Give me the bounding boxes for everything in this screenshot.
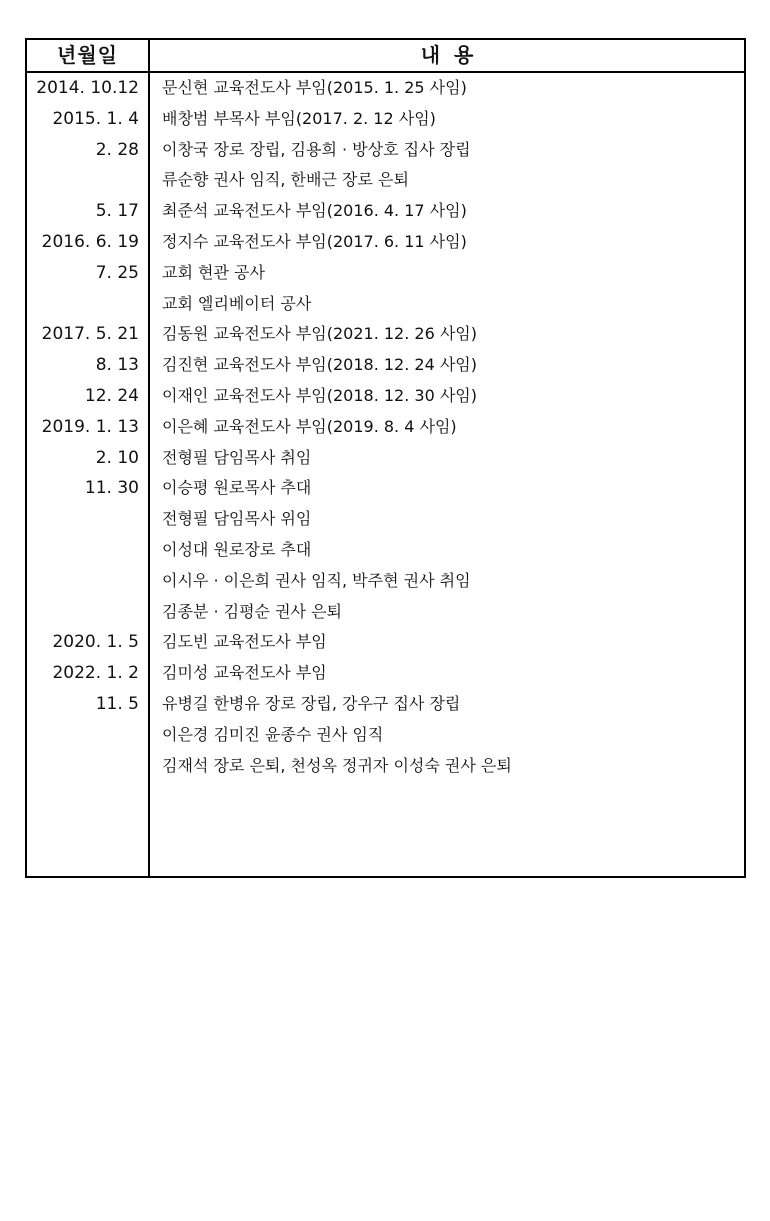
- table-row: [27, 597, 744, 628]
- table-row: [27, 227, 744, 258]
- table-row: [27, 658, 744, 689]
- table-row: [27, 135, 744, 166]
- table-row: [27, 504, 744, 535]
- table-row: [27, 289, 744, 320]
- content-cell: 이시우 · 이은희 권사 임직, 박주현 권사 취임: [162, 570, 471, 590]
- table-row: [27, 258, 744, 289]
- date-cell: 2020. 1. 5: [52, 632, 139, 653]
- date-cell: [27, 289, 139, 320]
- table-row: [27, 689, 744, 720]
- content-cell: 김진현 교육전도사 부임(2018. 12. 24 사임): [162, 355, 477, 375]
- date-cell: 2017. 5. 21: [41, 324, 139, 345]
- date-cell: [27, 535, 139, 566]
- table-row: [27, 535, 744, 566]
- date-cell: 11. 5: [95, 693, 139, 714]
- table-row: [27, 73, 744, 104]
- content-cell: 문신현 교육전도사 부임(2015. 1. 25 사임): [162, 78, 467, 97]
- date-cell: 12. 24: [84, 385, 139, 406]
- date-cell: [27, 566, 139, 597]
- content-cell: 이재인 교육전도사 부임(2018. 12. 30 사임): [162, 385, 477, 405]
- content-cell: 이은혜 교육전도사 부임(2019. 8. 4 사임): [162, 416, 457, 436]
- date-cell: [27, 165, 139, 196]
- content-cell: 전형필 담임목사 위임: [162, 509, 312, 529]
- date-cell: 2. 10: [95, 447, 139, 468]
- content-cell: 이은경 김미진 윤종수 권사 임직: [162, 724, 384, 744]
- date-cell: 7. 25: [95, 262, 139, 283]
- content-cell: 배창범 부목사 부임(2017. 2. 12 사임): [162, 108, 436, 128]
- content-cell: 교회 엘리베이터 공사: [162, 293, 312, 313]
- date-cell: 11. 30: [84, 478, 139, 499]
- table-row: [27, 412, 744, 443]
- content-cell: 김도빈 교육전도사 부임: [162, 632, 327, 652]
- content-cell: 김재석 장로 은퇴, 천성옥 정귀자 이성숙 권사 은퇴: [162, 755, 512, 775]
- table-row: [27, 350, 744, 381]
- date-cell: [27, 720, 139, 751]
- content-cell: 최준석 교육전도사 부임(2016. 4. 17 사임): [162, 201, 467, 221]
- table-row: [27, 473, 744, 504]
- history-table: [25, 38, 746, 878]
- date-cell: 2. 28: [95, 139, 139, 160]
- table-body: [27, 73, 744, 781]
- content-cell: 김종분 · 김평순 권사 은퇴: [162, 601, 342, 621]
- table-header: [27, 40, 744, 73]
- header-date-label: 년월일: [57, 43, 118, 67]
- content-cell: 이성대 원로장로 추대: [162, 539, 312, 559]
- date-cell: 2016. 6. 19: [41, 231, 139, 252]
- table-row: [27, 165, 744, 196]
- table-row: [27, 319, 744, 350]
- table-row: [27, 751, 744, 782]
- date-cell: 2019. 1. 13: [41, 416, 139, 437]
- date-cell: [27, 597, 139, 628]
- table-row: [27, 104, 744, 135]
- date-cell: 8. 13: [95, 355, 139, 376]
- date-cell: 2015. 1. 4: [52, 108, 139, 129]
- table-row: [27, 196, 744, 227]
- date-cell: [27, 751, 139, 782]
- table-row: [27, 720, 744, 751]
- table-row: [27, 566, 744, 597]
- content-cell: 전형필 담임목사 취임: [162, 447, 312, 467]
- content-cell: 이승평 원로목사 추대: [162, 478, 312, 498]
- content-cell: 교회 현관 공사: [162, 262, 265, 282]
- content-cell: 김미성 교육전도사 부임: [162, 663, 327, 683]
- content-cell: 정지수 교육전도사 부임(2017. 6. 11 사임): [162, 231, 467, 251]
- content-cell: 김동원 교육전도사 부임(2021. 12. 26 사임): [162, 324, 477, 344]
- date-cell: 5. 17: [95, 201, 139, 222]
- date-cell: 2022. 1. 2: [52, 663, 139, 684]
- date-cell: [27, 504, 139, 535]
- date-cell: 2014. 10.12: [36, 78, 139, 98]
- table-row: [27, 443, 744, 474]
- table-row: [27, 381, 744, 412]
- content-cell: 류순향 권사 임직, 한배근 장로 은퇴: [162, 170, 409, 190]
- table-row: [27, 627, 744, 658]
- header-content-label: 내 용: [420, 43, 474, 67]
- content-cell: 유병길 한병유 장로 장립, 강우구 집사 장립: [162, 693, 461, 713]
- content-cell: 이창국 장로 장립, 김용희 · 방상호 집사 장립: [162, 139, 471, 159]
